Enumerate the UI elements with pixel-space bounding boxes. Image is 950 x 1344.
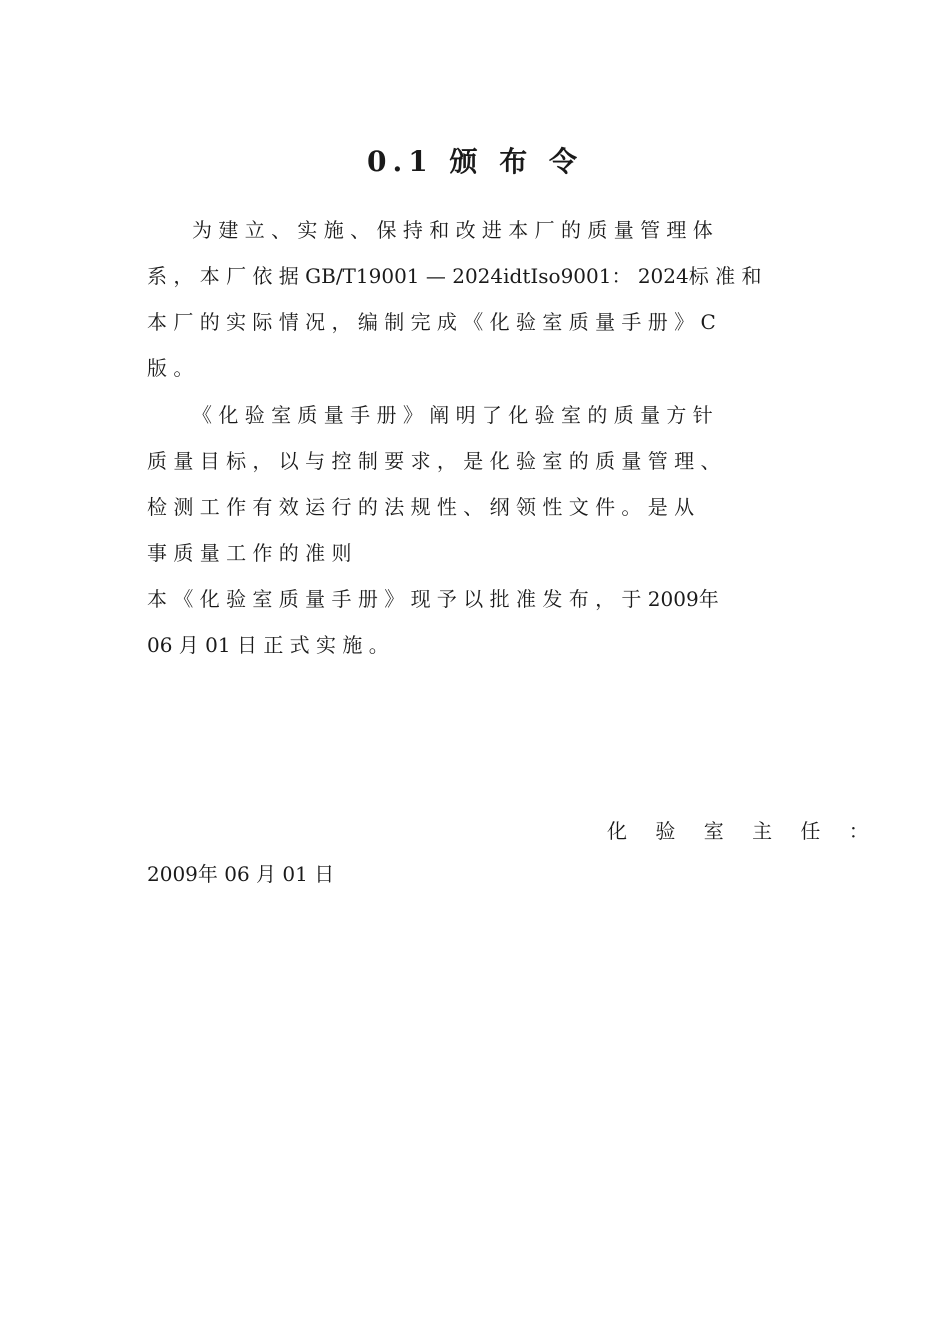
paragraph1-line4: 版 。 [147, 356, 194, 380]
paragraph1-line2: 系 ， 本 厂 依 据 GB/T19001 — 2024idtIso9001： 2024标 准 和 [147, 264, 762, 288]
issue-date: 2009年 06 月 01 日 [147, 862, 335, 886]
document-title: 0.1 颁 布 令 [367, 145, 583, 178]
paragraph2-line1: 《 化 验 室 质 量 手 册 》 阐 明 了 化 验 室 的 质 量 方 针 [192, 403, 713, 427]
signature-label: 化 验 室 主 任 ： [607, 819, 880, 843]
paragraph2-line4: 事 质 量 工 作 的 准 则 [147, 541, 352, 565]
paragraph3-line1: 本 《 化 验 室 质 量 手 册 》 现 予 以 批 准 发 布 ， 于 2009年 [147, 587, 719, 611]
paragraph1-line1: 为 建 立 、 实 施 、 保 持 和 改 进 本 厂 的 质 量 管 理 体 [192, 218, 713, 242]
paragraph2-line3: 检 测 工 作 有 效 运 行 的 法 规 性 、 纲 领 性 文 件 。 是 从 [147, 495, 695, 519]
paragraph2-line2: 质 量 目 标 ， 以 与 控 制 要 求 ， 是 化 验 室 的 质 量 管 理 、 [147, 449, 721, 473]
paragraph1-line3: 本 厂 的 实 际 情 况 ， 编 制 完 成 《 化 验 室 质 量 手 册 》 C [147, 310, 716, 334]
paragraph3-line2: 06 月 01 日 正 式 实 施 。 [147, 633, 389, 657]
